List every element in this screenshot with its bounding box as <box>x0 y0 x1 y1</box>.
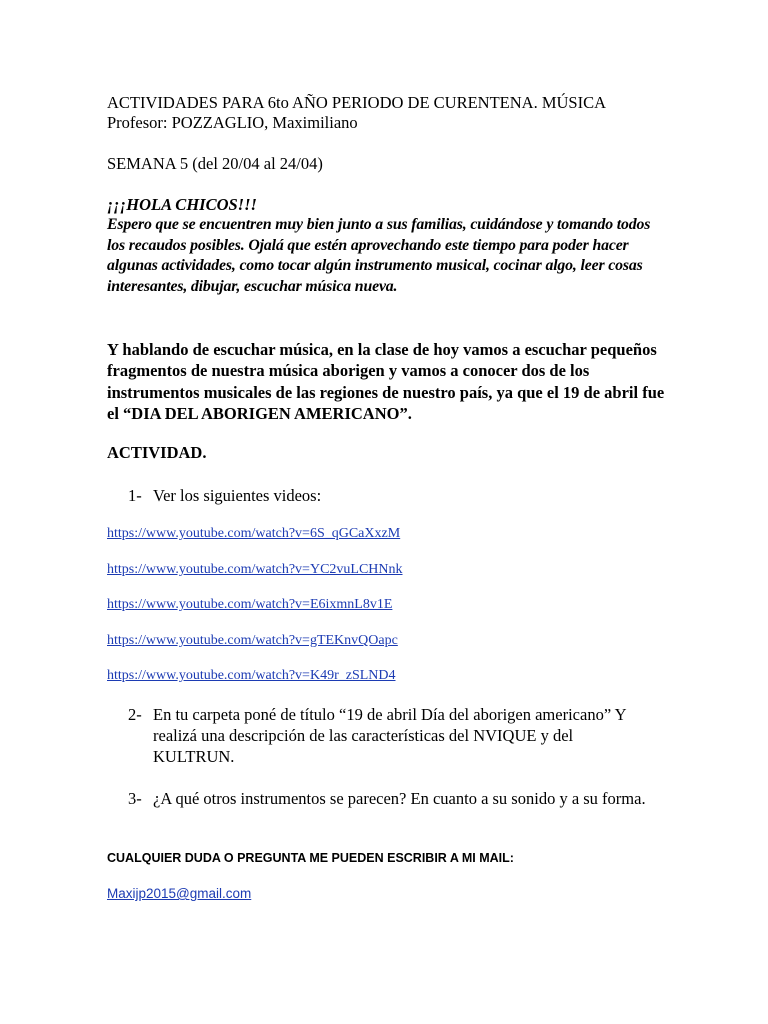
week-label: SEMANA 5 (del 20/04 al 24/04) <box>107 154 323 173</box>
video-link-4[interactable]: https://www.youtube.com/watch?v=gTEKnvQOapc <box>107 633 398 648</box>
activity-item-text: En tu carpeta poné de título “19 de abril Día del aborigen americano” Y realizá una descripción de las características del NVIQUE y del KULTRUN. <box>153 705 626 766</box>
activity-item-2 <box>128 704 648 767</box>
teacher-name: Profesor: POZZAGLIO, Maximiliano <box>107 113 358 132</box>
activity-title: ACTIVIDAD. <box>107 443 207 462</box>
activity-item-number: 1- <box>128 486 142 505</box>
activity-item-1 <box>128 485 648 506</box>
video-link-5[interactable]: https://www.youtube.com/watch?v=K49r_zSLND4 <box>107 668 396 683</box>
video-link-2[interactable]: https://www.youtube.com/watch?v=YC2vuLCHNnk <box>107 562 403 577</box>
intro-paragraph: Y hablando de escuchar música, en la clase de hoy vamos a escuchar pequeños fragmentos de nuestra música aborigen y vamos a conocer dos de los instrumentos musicales de las regiones de nuestro país, ya que el 19 de abril fue el “DIA DEL ABORIGEN AMERICANO”. <box>107 340 665 423</box>
activity-item-number: 2- <box>128 705 142 724</box>
contact-note: CUALQUIER DUDA O PREGUNTA ME PUEDEN ESCRIBIR A MI MAIL: <box>107 851 514 865</box>
activity-item-text: ¿A qué otros instrumentos se parecen? En cuanto a su sonido y a su forma. <box>153 789 646 808</box>
greeting-title: ¡¡¡HOLA CHICOS!!! <box>107 195 257 214</box>
activity-item-3 <box>128 788 648 809</box>
video-link-1[interactable]: https://www.youtube.com/watch?v=6S_qGCaXxzM <box>107 526 401 541</box>
greeting-message: Espero que se encuentren muy bien junto a sus familias, cuidándose y tomando todos los recaudos posibles. Ojalá que estén aprovechando este tiempo para poder hacer algunas actividades, como tocar algún instrumento musical, cocinar algo, leer cosas interesantes, dibujar, escuchar música nueva. <box>107 216 651 295</box>
activity-item-number: 3- <box>128 789 142 808</box>
video-link-3[interactable]: https://www.youtube.com/watch?v=E6ixmnL8v1E <box>107 597 393 612</box>
document-title: ACTIVIDADES PARA 6to AÑO PERIODO DE CURENTENA. MÚSICA <box>107 93 607 112</box>
email-link[interactable]: Maxijp2015@gmail.com <box>107 886 252 901</box>
activity-item-text: Ver los siguientes videos: <box>153 486 322 505</box>
